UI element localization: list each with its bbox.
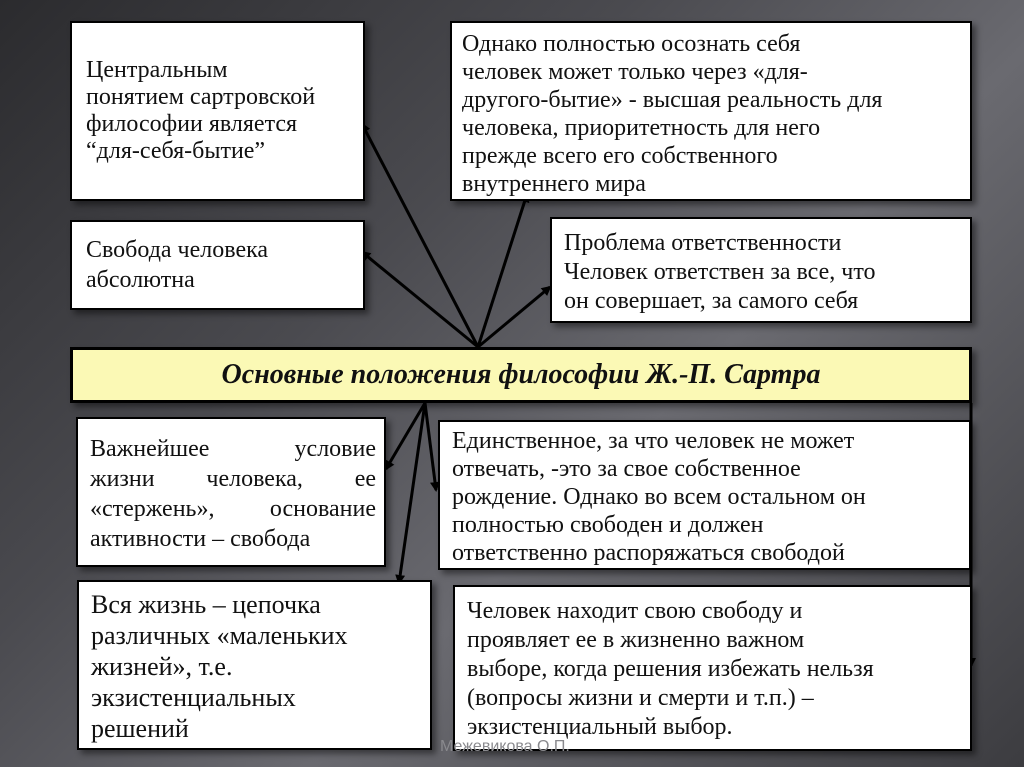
box-bottom-right-text: Человек находит свою свободу и проявляет ее в жизненно важном выборе, когда решения избежать нельзя (вопросы жизни и смерти и т.п.) – экзистенциальный выбор. — [467, 598, 874, 740]
box-top-left-text: Центральным понятием сартровской философии является “для-себя-бытие” — [86, 57, 316, 164]
box-bottom-right — [453, 585, 972, 751]
box-mid-right — [550, 217, 972, 323]
box-mid-right-text: Проблема ответственности Человек ответствен за все, что он совершает, за самого себя — [564, 230, 876, 314]
arrow-to-top-right — [478, 194, 527, 347]
box-bottom-left — [77, 580, 432, 750]
box-mid-left — [70, 220, 365, 310]
arrow-to-mid-left — [362, 252, 478, 347]
arrow-to-low-right — [425, 403, 436, 490]
arrow-to-low-left — [386, 403, 425, 469]
arrow-to-mid-right — [478, 287, 550, 347]
box-low-right — [438, 420, 971, 570]
box-top-left — [70, 21, 365, 201]
box-low-left-text: Важнейшее условие жизни человека, ее «стержень», основание активности – свобода — [90, 436, 376, 552]
box-bottom-left-text: Вся жизнь – цепочка различных «маленьких жизней», т.е. экзистенциальных решений — [91, 590, 348, 743]
box-top-right — [450, 21, 972, 201]
box-low-right-text: Единственное, за что человек не может отвечать, -это за свое собственное рождение. Однако во всем остальном он полностью свободен и должен ответственно распоряжаться свободой — [452, 428, 866, 566]
box-low-left — [76, 417, 386, 567]
arrow-to-bottom-left — [399, 403, 425, 583]
footer-author: Межевикова О.П. — [440, 738, 570, 755]
diagram-title: Основные положения философии Ж.-П. Сартра — [70, 347, 972, 403]
box-top-right-text: Однако полностью осознать себя человек может только через «для- другого-бытие» - высшая реальность для человека, приоритетность для него прежде всего его собственного внутреннего мира — [462, 31, 883, 197]
box-mid-left-text: Свобода человека абсолютна — [86, 237, 269, 293]
